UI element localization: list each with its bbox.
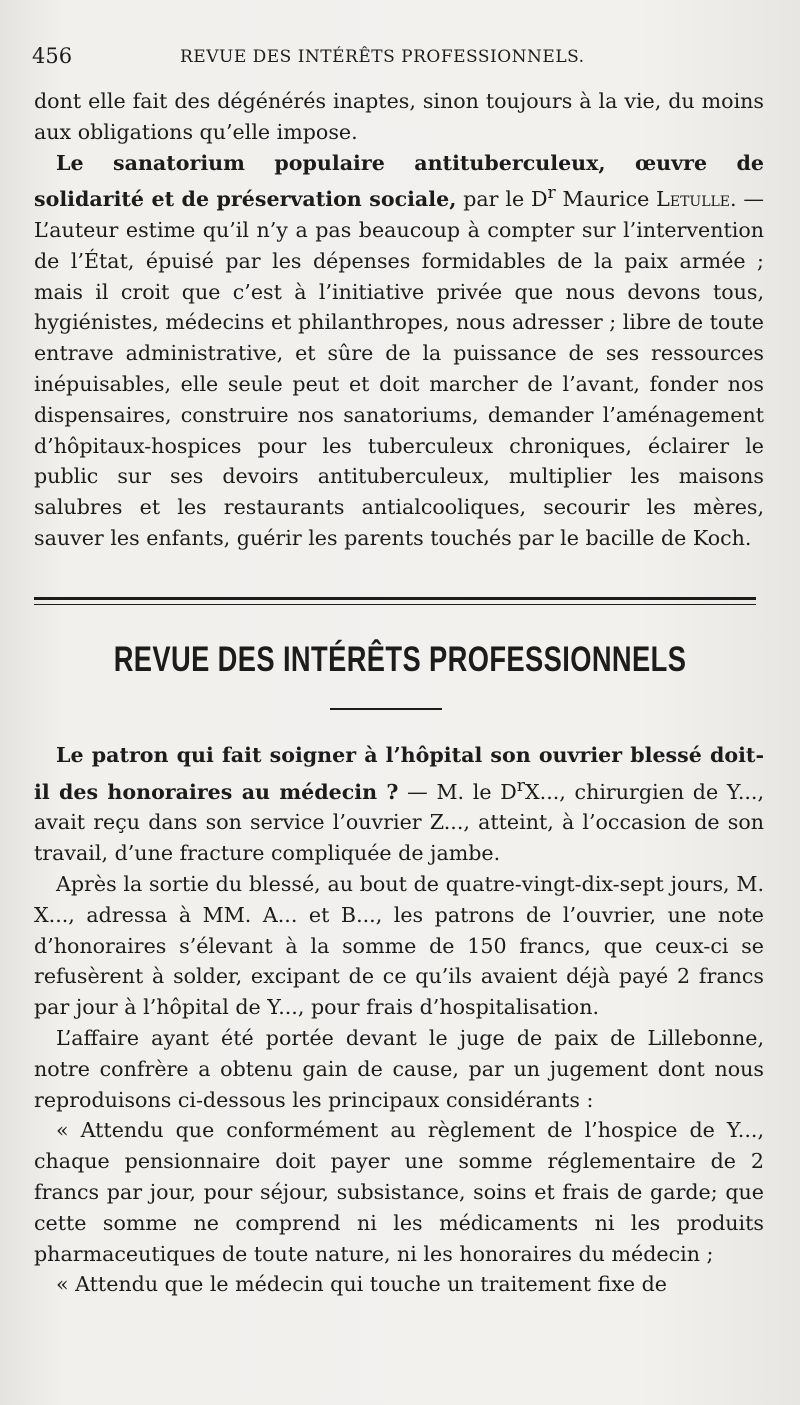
paragraph-2: Après la sortie du blessé, au bout de quatre-vingt-dix-sept jours, M. X..., adressa à MM. A... et B..., les patrons de l’ouvrier, une note d’honoraires s’élevant à la somme de 150 francs, que ceux-ci se refusèrent à solder, excipant de ce qu’ils avaient déjà payé 2 francs par jour à l’hôpital de Y..., pour frais d’hospitalisation.: [34, 872, 764, 1020]
article-body: — L’auteur estime qu’il n’y a pas beaucoup à compter sur l’intervention de l’État, épuisé par les dépenses formidables de la paix armée ; mais il croit que c’est à l’initiative privée que nous devons tous, hygiénistes, médecins et philanthropes, nous adresser ; libre de toute entrave administrative, et sûre de la puissance de ses ressources inépuisables, elle seule peut et doit marcher de l’avant, fonder nos dispensaires, construire nos sanatoriums, demander l’aménagement d’hôpitaux-hospices pour les tuberculeux chroniques, éclairer le public sur ses devoirs antituberculeux, multiplier les maisons salubres et les restaurants antialcooliques, secourir les mères, sauver les enfants, guérir les parents touchés par le bacille de Koch.: [34, 187, 765, 551]
page-number: 456: [32, 44, 73, 68]
article-author-first: Maurice: [562, 187, 650, 212]
running-title: REVUE DES INTÉRÊTS PROFESSIONNELS.: [180, 47, 585, 67]
p1-sup: r: [516, 775, 525, 796]
running-header: [32, 44, 762, 74]
article-title: Le sanatorium populaire antituberculeux, œuvre de solidarité et de préservation sociale,: [34, 150, 764, 212]
article-by-prefix: par le D: [463, 187, 548, 212]
section-divider: [34, 597, 756, 609]
p1-before: — M. le D: [398, 779, 517, 804]
title-underline: [330, 708, 442, 710]
question-paragraph: [34, 740, 764, 869]
section-text-block: [34, 740, 764, 1300]
paragraph-4: « Attendu que conformément au règlement de l’hospice de Y..., chaque pensionnaire doit payer une somme réglementaire de 2 francs par jour, pour séjour, subsistance, soins et frais de garde; que cette somme ne comprend ni les médicaments ni les produits pharmaceutiques de toute nature, ni les honoraires du médecin ;: [34, 1118, 764, 1266]
top-text-block: [34, 86, 764, 554]
divider-thick-line: [34, 597, 756, 600]
question-title: Le patron qui fait soigner à l’hôpital son ouvrier blessé doit-il des honoraires au médecin ?: [34, 743, 764, 804]
paragraph-3: L’affaire ayant été portée devant le juge de paix de Lillebonne, notre confrère a obtenu gain de cause, par un jugement dont nous reproduisons ci-dessous les principaux considérants :: [34, 1026, 764, 1112]
section-title: REVUE DES INTÉRÊTS PROFESSIONNELS: [113, 640, 687, 679]
article-by-sup: r: [547, 183, 556, 204]
article-author-last: Letulle.: [656, 187, 737, 212]
p1-after: X..., chirurgien de Y..., avait reçu dans son service l’ouvrier Z..., atteint, à l’occasion de son travail, d’une fracture compliquée de jambe.: [34, 779, 764, 866]
continuation-paragraph: dont elle fait des dégénérés inaptes, sinon toujours à la vie, du moins aux obligations qu’elle impose.: [34, 89, 764, 144]
paragraph-5: « Attendu que le médecin qui touche un traitement fixe de: [56, 1272, 667, 1297]
article-paragraph: [34, 148, 764, 554]
divider-thin-line: [34, 604, 756, 605]
